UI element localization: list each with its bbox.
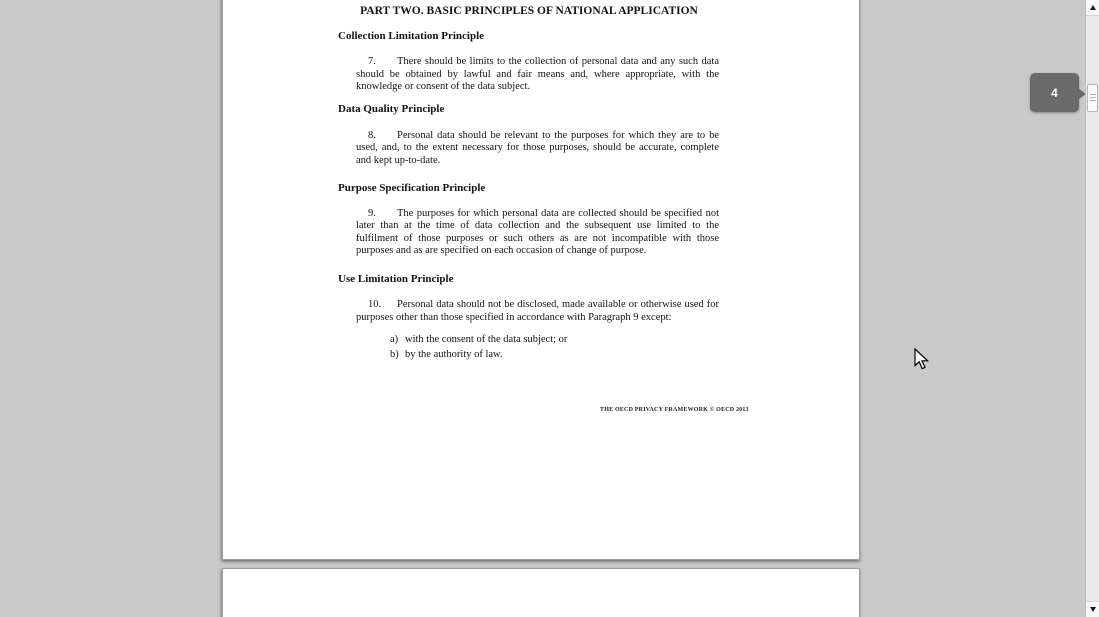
list-item-text: with the consent of the data subject; or	[405, 334, 568, 346]
list-item-text: by the authority of law.	[405, 349, 503, 361]
section-heading: Data Quality Principle	[338, 102, 445, 115]
page-content	[338, 5, 720, 361]
section-heading: Use Limitation Principle	[338, 272, 454, 285]
section-data-quality	[338, 103, 720, 168]
paragraph-text: There should be limits to the collection of personal data and any such data should be obtained by lawful and fair means and, where appropriate, with the knowledge or consent of the data subject.	[356, 56, 719, 93]
paragraph-number: 8.	[368, 129, 376, 141]
down-arrow-icon	[1090, 607, 1096, 612]
paragraph-10	[356, 299, 719, 324]
section-purpose-specification	[338, 182, 720, 258]
scroll-down-button[interactable]	[1086, 601, 1099, 617]
thumb-grip-icon	[1090, 94, 1096, 102]
section-use-limitation	[338, 273, 720, 361]
sub-item-list	[338, 333, 720, 361]
pdf-page-1	[222, 0, 860, 560]
document-title: PART TWO. BASIC PRINCIPLES OF NATIONAL APPLICATION	[360, 5, 698, 17]
paragraph-number: 7.	[368, 56, 376, 67]
vertical-scrollbar-track[interactable]	[1085, 0, 1099, 617]
section-heading: Purpose Specification Principle	[338, 181, 486, 194]
list-item	[390, 333, 720, 346]
list-item-label: b)	[390, 349, 399, 361]
paragraph-8	[356, 130, 719, 168]
section-collection-limitation	[338, 30, 720, 94]
section-heading: Collection Limitation Principle	[338, 30, 485, 42]
pdf-page-2	[222, 568, 860, 617]
scroll-up-button[interactable]	[1086, 0, 1099, 16]
page-footer: THE OECD PRIVACY FRAMEWORK © OECD 2013	[600, 407, 749, 413]
paragraph-number: 9.	[368, 207, 376, 219]
paragraph-text: The purposes for which personal data are collected should be specified not later than at the time of data collection and the subsequent use limited to the fulfilment of those purposes or such others as are not incompatible with those purposes and as are specified on each occasion of change of purpose.	[356, 207, 719, 257]
up-arrow-icon	[1090, 5, 1096, 10]
mouse-cursor	[913, 348, 931, 372]
list-item	[390, 348, 720, 361]
list-item-label: a)	[390, 334, 399, 346]
paragraph-number: 10.	[368, 298, 382, 310]
page-indicator-tooltip: 4	[1030, 73, 1079, 112]
paragraph-9	[356, 208, 719, 258]
paragraph-7	[356, 56, 719, 94]
paragraph-text: Personal data should not be disclosed, made available or otherwise used for purposes other than those specified in accordance with Paragraph 9 except:	[356, 298, 719, 323]
paragraph-text: Personal data should be relevant to the purposes for which they are to be used, and, to the extent necessary for those purposes, should be accurate, complete and kept up-to-date.	[356, 129, 719, 166]
scrollbar-thumb[interactable]	[1087, 84, 1098, 112]
